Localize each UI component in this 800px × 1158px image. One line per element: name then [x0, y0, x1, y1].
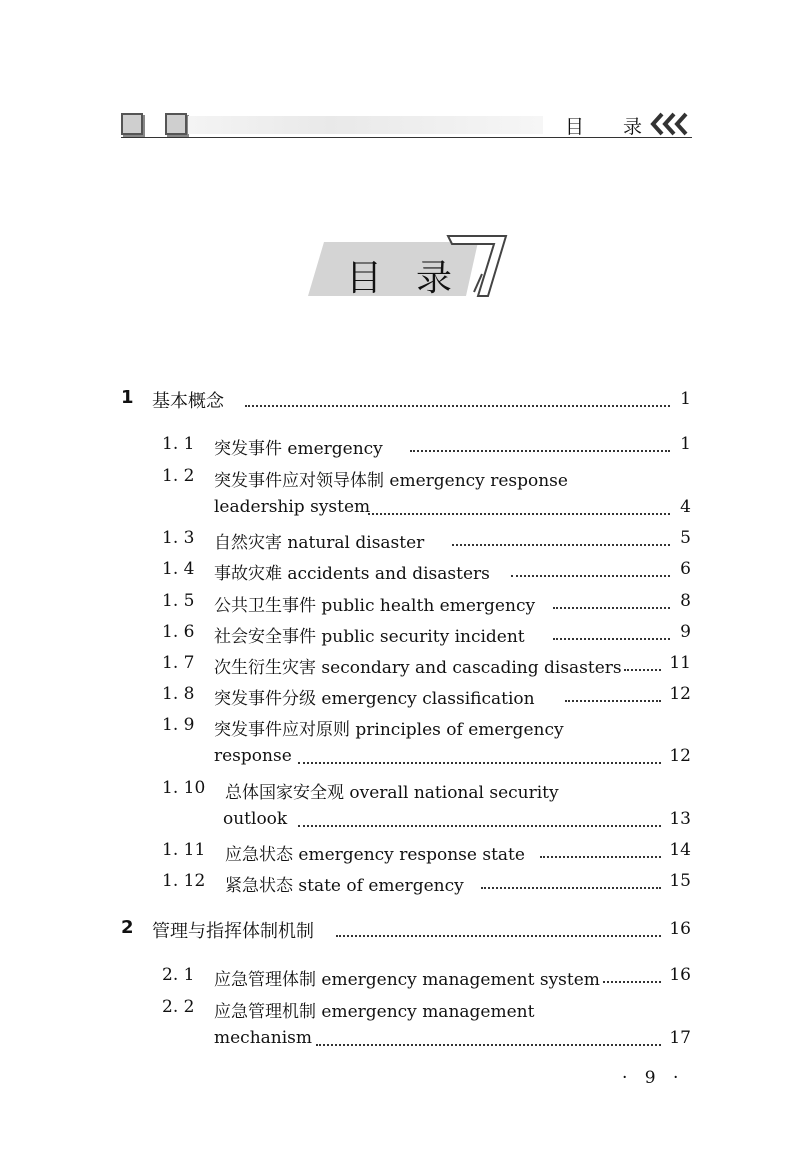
dot-leader: [245, 405, 670, 407]
square-icon: [165, 113, 187, 135]
dot-leader: [624, 669, 661, 671]
header-rule: [121, 137, 692, 138]
page-number: · 9 ·: [622, 1068, 685, 1088]
dot-leader: [452, 544, 670, 546]
dot-leader: [410, 450, 670, 452]
dot-leader: [540, 856, 661, 858]
dot-leader: [316, 1044, 661, 1046]
dot-leader: [565, 700, 661, 702]
dot-leader: [553, 607, 670, 609]
chevron-left-icon: [650, 112, 694, 136]
dot-leader: [368, 513, 670, 515]
dot-leader: [298, 825, 661, 827]
dot-leader: [511, 575, 670, 577]
dot-leader: [336, 935, 661, 937]
title-banner: [306, 234, 516, 298]
dot-leader: [553, 638, 670, 640]
dot-leader: [298, 762, 661, 764]
dot-leader: [603, 981, 661, 983]
square-icon: [121, 113, 143, 135]
header-band: [188, 116, 543, 134]
dot-leader: [481, 887, 661, 889]
